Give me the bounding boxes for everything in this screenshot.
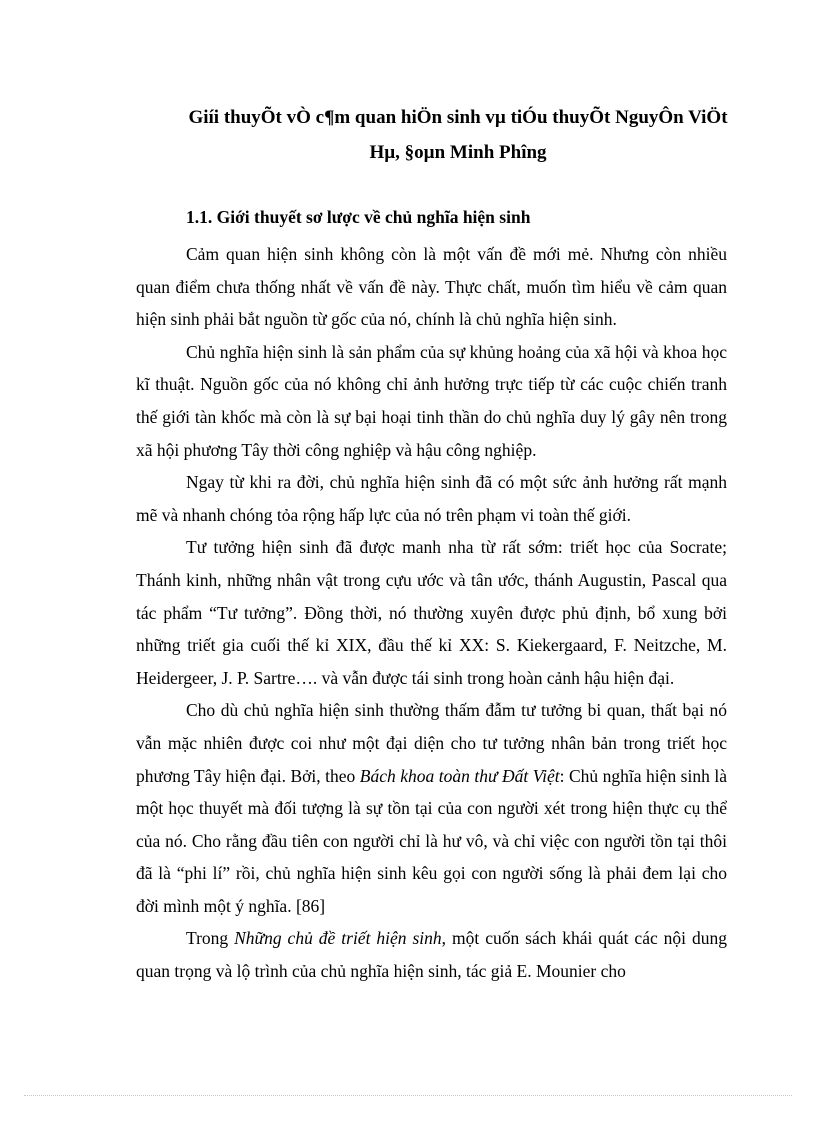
paragraph-5-text-b: : Chủ nghĩa hiện sinh là một học thuyết mà đối tượng là sự tồn tại của con người xét trong hiện thực cụ thể của nó. Cho rằng đầu tiên con người chỉ là hư vô, và chỉ việc con người tồn tại thôi đã là “phi lí” rồi, chủ nghĩa hiện sinh kêu gọi con người sống là phải đem lại cho đời mình một ý nghĩa. [86] xyxy=(136,765,727,916)
book-title: Những chủ đề triết hiện sinh xyxy=(234,928,442,949)
page-bottom-divider xyxy=(24,1095,792,1096)
paragraph-2: Chủ nghĩa hiện sinh là sản phẩm của sự khủng hoảng của xã hội và khoa học kĩ thuật. Nguồn gốc của nó không chỉ ảnh hưởng trực tiếp từ các cuộc chiến tranh thế giới tàn khốc mà còn là sự bại hoại tinh thần do chủ nghĩa duy lý gây nên trong xã hội phương Tây thời công nghiệp và hậu công nghiệp. xyxy=(136,341,727,460)
document-title xyxy=(100,100,816,170)
paragraph-6 xyxy=(136,922,727,987)
paragraph-6-text-b: , một cuốn sách khái quát các nội dung quan trọng và lộ trình của chủ nghĩa hiện sinh, tác giả E. Mounier cho xyxy=(136,928,728,982)
paragraph-6-text-a: Trong xyxy=(186,928,235,949)
title-line-2: Hµ, §oµn Minh Phîng xyxy=(369,142,547,163)
paragraph-5-text-a: Cho dù chủ nghĩa hiện sinh thường thấm đẫm tư tưởng bi quan, thất bại nó vẫn mặc nhiên được coi như một đại diện cho tư tưởng nhân bản trong triết học phương Tây hiện đại. Bởi, theo xyxy=(136,700,727,786)
paragraph-5 xyxy=(136,694,727,922)
paragraph-3: Ngay từ khi ra đời, chủ nghĩa hiện sinh đã có một sức ảnh hưởng rất mạnh mẽ và nhanh chóng tỏa rộng hấp lực của nó trên phạm vi toàn thế giới. xyxy=(136,472,727,525)
title-line-1: Giíi thuyÕt vÒ c¶m quan hiÖn sinh vµ tiÓu thuyÕt NguyÔn ViÖt xyxy=(188,107,728,128)
body-text xyxy=(136,238,727,988)
section-heading: 1.1. Giới thuyết sơ lược về chủ nghĩa hiện sinh xyxy=(186,207,531,227)
paragraph-4: Tư tưởng hiện sinh đã được manh nha từ rất sớm: triết học của Socrate; Thánh kinh, những nhân vật trong cựu ước và tân ước, thánh Augustin, Pascal qua tác phẩm “Tư tưởng”. Đồng thời, nó thường xuyên được phủ định, bổ xung bởi những triết gia cuối thế kỉ XIX, đầu thế kỉ XX: S. Kiekergaard, F. Neitzche, M. Heidergeer, J. P. Sartre…. và vẫn được tái sinh trong hoàn cảnh hậu hiện đại. xyxy=(136,537,727,688)
paragraph-1: Cảm quan hiện sinh không còn là một vấn đề mới mẻ. Nhưng còn nhiều quan điểm chưa thống nhất về vấn đề này. Thực chất, muốn tìm hiểu về cảm quan hiện sinh phải bắt nguồn từ gốc của nó, chính là chủ nghĩa hiện sinh. xyxy=(136,244,727,330)
encyclopedia-title: Bách khoa toàn thư Đất Việt xyxy=(359,765,560,786)
